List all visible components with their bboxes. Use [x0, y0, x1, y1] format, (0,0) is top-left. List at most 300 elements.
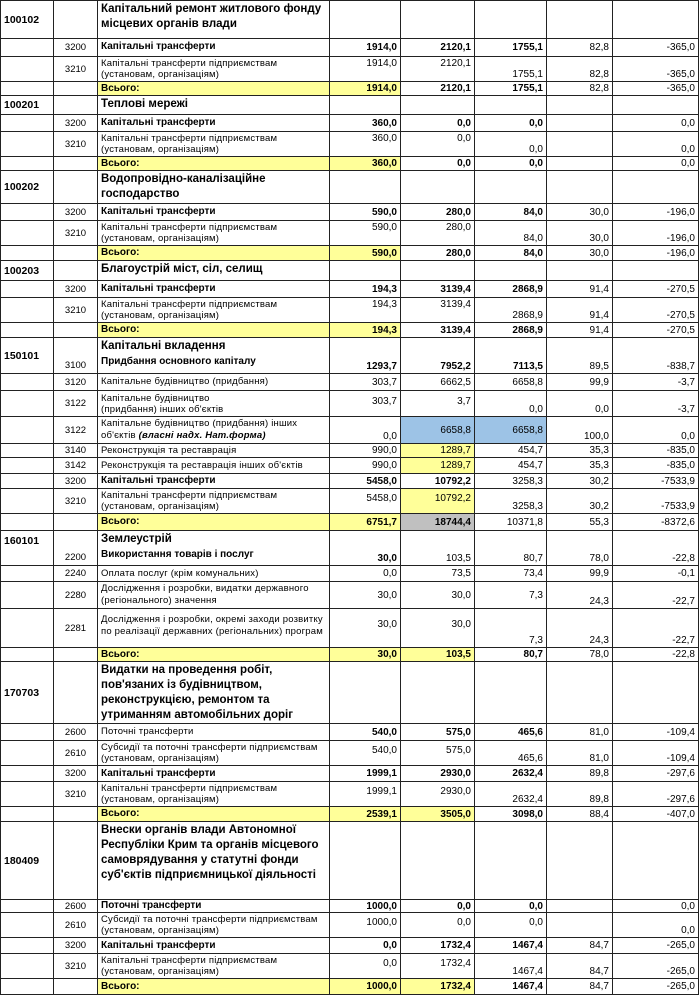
total-row	[0, 246, 699, 261]
cell-value: 2868,9	[475, 298, 547, 323]
cell-value: 7952,2	[401, 338, 475, 374]
cell-value: 80,7	[475, 531, 547, 566]
kekv-code: 3200	[54, 474, 98, 489]
cell-value: 590,0	[330, 221, 401, 246]
cell-value: 5458,0	[330, 474, 401, 489]
total-value: -365,0	[613, 82, 699, 96]
cell-value: 0,0	[475, 913, 547, 938]
cell-value: 30,2	[547, 474, 613, 489]
row-label: Поточні трансферти	[98, 724, 330, 741]
cell-value: 280,0	[401, 221, 475, 246]
table-row	[0, 582, 699, 609]
total-value: 3098,0	[475, 807, 547, 822]
cell-value: -838,7	[613, 338, 699, 374]
cell-value: 84,7	[547, 938, 613, 954]
total-value: -265,0	[613, 979, 699, 995]
cell-value: 0,0	[330, 938, 401, 954]
cell-value: 84,0	[475, 204, 547, 221]
cell-value: 1289,7	[401, 458, 475, 474]
table-row	[0, 57, 699, 82]
total-row	[0, 323, 699, 338]
table-row	[0, 444, 699, 458]
table-row	[0, 374, 699, 391]
table-row	[0, 900, 699, 913]
total-value: 1914,0	[330, 82, 401, 96]
table-row	[0, 766, 699, 782]
row-label: Капітальні трансферти	[98, 39, 330, 57]
program-title: Водопровідно-каналізаційне господарство	[98, 171, 330, 204]
cell-value: 194,3	[330, 281, 401, 298]
row-label: Поточні трансферти	[98, 900, 330, 913]
kekv-code: 2600	[54, 724, 98, 741]
cell-value: 280,0	[401, 204, 475, 221]
total-value: 84,0	[475, 246, 547, 261]
total-value: 30,0	[330, 648, 401, 662]
cell-value: 10792,2	[401, 489, 475, 514]
table-row	[0, 938, 699, 954]
total-label: Всього:	[98, 82, 330, 96]
total-label: Всього:	[98, 157, 330, 171]
row-label: Реконструкція та реставрація інших об'єктів	[98, 458, 330, 474]
cell-value: -835,0	[613, 444, 699, 458]
cell-value: 2120,1	[401, 39, 475, 57]
cell-value: -365,0	[613, 39, 699, 57]
cell-value: 0,0	[613, 900, 699, 913]
cell-value: 0,0	[330, 566, 401, 582]
program-subtitle: Використання товарів і послуг	[101, 549, 254, 560]
cell-value: 2868,9	[475, 281, 547, 298]
row-label: Субсидії та поточні трансферти підприємствам (установам, організаціям)	[98, 741, 330, 766]
row-label: Капітальні трансферти підприємствам (установам, організаціям)	[98, 221, 330, 246]
cell-value: 7,3	[475, 609, 547, 648]
total-value: 1732,4	[401, 979, 475, 995]
program-header-row	[0, 531, 699, 566]
kekv-code: 2200	[54, 531, 98, 566]
cell-value: 0,0	[613, 132, 699, 157]
total-value: 6751,7	[330, 514, 401, 531]
total-label: Всього:	[98, 648, 330, 662]
cell-value: 30,0	[547, 221, 613, 246]
cell-value: 0,0	[475, 132, 547, 157]
total-row	[0, 807, 699, 822]
cell-value: 89,8	[547, 782, 613, 807]
total-value: 18744,4	[401, 514, 475, 531]
cell-value: 103,5	[401, 531, 475, 566]
cell-value: 1467,4	[475, 954, 547, 979]
total-label: Всього:	[98, 514, 330, 531]
cell-value: -3,7	[613, 374, 699, 391]
row-label: Капітальні трансферти підприємствам (установам, організаціям)	[98, 782, 330, 807]
cell-value: -3,7	[613, 391, 699, 417]
total-value: 1755,1	[475, 82, 547, 96]
total-row	[0, 157, 699, 171]
cell-value	[547, 132, 613, 157]
program-code: 100203	[0, 261, 54, 281]
cell-value: -22,7	[613, 582, 699, 609]
table-row	[0, 132, 699, 157]
total-value: 80,7	[475, 648, 547, 662]
cell-value: 89,8	[547, 766, 613, 782]
cell-value: 0,0	[613, 115, 699, 132]
cell-value: 2632,4	[475, 766, 547, 782]
kekv-code: 3200	[54, 204, 98, 221]
row-label: Капітальне будівництво (придбання) інших об'єктів	[98, 391, 330, 417]
cell-value: 540,0	[330, 741, 401, 766]
table-row	[0, 391, 699, 417]
cell-value: 3258,3	[475, 489, 547, 514]
total-value: 1000,0	[330, 979, 401, 995]
cell-value: 30,0	[330, 582, 401, 609]
total-row	[0, 979, 699, 995]
cell-value: 6658,8	[401, 417, 475, 444]
program-title: Землеустрій	[101, 533, 172, 545]
program-title: Видатки на проведення робіт, пов'язаних із будівництвом, реконструкцією, ремонтом та утриманням автомобільних доріг	[98, 662, 330, 724]
cell-value: 1467,4	[475, 938, 547, 954]
row-label: Капітальні трансферти	[98, 474, 330, 489]
kekv-code: 3200	[54, 115, 98, 132]
cell-value: 82,8	[547, 39, 613, 57]
program-header-row	[0, 171, 699, 204]
program-code: 150101	[0, 338, 54, 374]
cell-value: 0,0	[547, 391, 613, 417]
table-row	[0, 204, 699, 221]
total-row	[0, 648, 699, 662]
program-title: Теплові мережі	[98, 96, 330, 115]
program-code: 100102	[0, 0, 54, 39]
kekv-code: 3210	[54, 782, 98, 807]
cell-value: 30,0	[547, 204, 613, 221]
kekv-code: 2600	[54, 900, 98, 913]
cell-value: 35,3	[547, 458, 613, 474]
row-label: Субсидії та поточні трансферти підприємствам (установам, організаціям)	[98, 913, 330, 938]
cell-value: -196,0	[613, 221, 699, 246]
total-value: 0,0	[475, 157, 547, 171]
kekv-code: 2240	[54, 566, 98, 582]
row-label: Капітальні трансферти	[98, 281, 330, 298]
cell-value: 303,7	[330, 374, 401, 391]
cell-value: 194,3	[330, 298, 401, 323]
cell-value: 30,0	[330, 531, 401, 566]
row-label: Капітальні трансферти	[98, 766, 330, 782]
kekv-code: 3122	[54, 417, 98, 444]
cell-value: 0,0	[330, 954, 401, 979]
cell-value: 1289,7	[401, 444, 475, 458]
cell-value: 6658,8	[475, 417, 547, 444]
cell-value: 7113,5	[475, 338, 547, 374]
cell-value: 590,0	[330, 204, 401, 221]
cell-value: -109,4	[613, 724, 699, 741]
cell-value: -297,6	[613, 782, 699, 807]
total-value: 55,3	[547, 514, 613, 531]
cell-value: 30,0	[330, 609, 401, 648]
cell-value: 575,0	[401, 724, 475, 741]
total-label: Всього:	[98, 807, 330, 822]
total-row	[0, 514, 699, 531]
table-row	[0, 609, 699, 648]
kekv-code: 3142	[54, 458, 98, 474]
row-label: Капітальні трансферти	[98, 938, 330, 954]
cell-value: 303,7	[330, 391, 401, 417]
cell-value: 360,0	[330, 115, 401, 132]
cell-value: -365,0	[613, 57, 699, 82]
total-value: -22,8	[613, 648, 699, 662]
cell-value: 0,0	[330, 417, 401, 444]
kekv-code: 3122	[54, 391, 98, 417]
cell-value: 84,7	[547, 954, 613, 979]
cell-value: 99,9	[547, 566, 613, 582]
total-value	[547, 157, 613, 171]
program-code: 100201	[0, 96, 54, 115]
total-value: 30,0	[547, 246, 613, 261]
total-value: -407,0	[613, 807, 699, 822]
cell-value: -297,6	[613, 766, 699, 782]
cell-value: 1914,0	[330, 39, 401, 57]
kekv-code: 3210	[54, 57, 98, 82]
cell-value: 0,0	[401, 900, 475, 913]
program-subtitle: Придбання основного капіталу	[101, 356, 256, 367]
kekv-code: 3140	[54, 444, 98, 458]
table-row	[0, 221, 699, 246]
cell-value: -7533,9	[613, 474, 699, 489]
cell-value: -7533,9	[613, 489, 699, 514]
cell-value: -0,1	[613, 566, 699, 582]
cell-value: 575,0	[401, 741, 475, 766]
cell-value: 100,0	[547, 417, 613, 444]
total-value: 1467,4	[475, 979, 547, 995]
total-row	[0, 82, 699, 96]
cell-value: 1755,1	[475, 39, 547, 57]
cell-value	[547, 115, 613, 132]
kekv-code: 3210	[54, 132, 98, 157]
table-row	[0, 458, 699, 474]
program-header-row	[0, 822, 699, 900]
cell-value: 81,0	[547, 724, 613, 741]
table-row	[0, 566, 699, 582]
table-row	[0, 913, 699, 938]
cell-value: 24,3	[547, 582, 613, 609]
total-label: Всього:	[98, 246, 330, 261]
total-value: 0,0	[401, 157, 475, 171]
table-row	[0, 474, 699, 489]
cell-value: 6662,5	[401, 374, 475, 391]
cell-value: 30,0	[401, 609, 475, 648]
cell-value: 3139,4	[401, 298, 475, 323]
cell-value: 1914,0	[330, 57, 401, 82]
total-value: 2539,1	[330, 807, 401, 822]
cell-value: -265,0	[613, 938, 699, 954]
cell-value: 2632,4	[475, 782, 547, 807]
row-label: Капітальні трансферти підприємствам (установам, організаціям)	[98, 132, 330, 157]
cell-value: 0,0	[613, 913, 699, 938]
cell-value: 0,0	[401, 913, 475, 938]
cell-value: 1999,1	[330, 766, 401, 782]
total-value: 3505,0	[401, 807, 475, 822]
cell-value: 0,0	[475, 900, 547, 913]
cell-value: 5458,0	[330, 489, 401, 514]
cell-value: 1000,0	[330, 900, 401, 913]
row-label: Капітальні трансферти підприємствам (установам, організаціям)	[98, 954, 330, 979]
cell-value: -196,0	[613, 204, 699, 221]
cell-value: 30,2	[547, 489, 613, 514]
program-title: Капітальні вкладення	[101, 340, 226, 352]
cell-value: 454,7	[475, 444, 547, 458]
total-value: 91,4	[547, 323, 613, 338]
cell-value: 7,3	[475, 582, 547, 609]
cell-value: -22,8	[613, 531, 699, 566]
program-title: Капітальний ремонт житлового фонду місцевих органів влади	[98, 0, 330, 39]
total-label: Всього:	[98, 979, 330, 995]
cell-value: 0,0	[613, 417, 699, 444]
cell-value: -109,4	[613, 741, 699, 766]
cell-value: 84,0	[475, 221, 547, 246]
cell-value: 1732,4	[401, 954, 475, 979]
row-label: Капітальні трансферти	[98, 115, 330, 132]
cell-value: 91,4	[547, 298, 613, 323]
table-row	[0, 782, 699, 807]
total-value: 194,3	[330, 323, 401, 338]
cell-value: 2120,1	[401, 57, 475, 82]
total-value: 280,0	[401, 246, 475, 261]
cell-value: 82,8	[547, 57, 613, 82]
row-label: Капітальне будівництво (придбання)	[98, 374, 330, 391]
cell-value: 465,6	[475, 724, 547, 741]
cell-value: 540,0	[330, 724, 401, 741]
cell-value: 24,3	[547, 609, 613, 648]
cell-value: 2930,0	[401, 766, 475, 782]
cell-value: 1999,1	[330, 782, 401, 807]
program-code: 180409	[0, 822, 54, 900]
kekv-code: 3100	[54, 338, 98, 374]
cell-value: 35,3	[547, 444, 613, 458]
cell-value: -22,7	[613, 609, 699, 648]
cell-value: 89,5	[547, 338, 613, 374]
cell-value: 30,0	[401, 582, 475, 609]
total-value: 78,0	[547, 648, 613, 662]
kekv-code: 3210	[54, 221, 98, 246]
cell-value: 360,0	[330, 132, 401, 157]
cell-value: 99,9	[547, 374, 613, 391]
total-value: 2868,9	[475, 323, 547, 338]
total-value: 103,5	[401, 648, 475, 662]
kekv-code: 3200	[54, 281, 98, 298]
kekv-code: 2610	[54, 913, 98, 938]
program-title: Благоустрій міст, сіл, селищ	[98, 261, 330, 281]
program-header-row	[0, 261, 699, 281]
total-value: 0,0	[613, 157, 699, 171]
program-header-row	[0, 338, 699, 374]
row-label: Реконструкція та реставрація	[98, 444, 330, 458]
row-label: Дослідження і розробки, видатки державного (регіонального) значення	[98, 582, 330, 609]
cell-value: 454,7	[475, 458, 547, 474]
kekv-code: 3200	[54, 938, 98, 954]
kekv-code: 3210	[54, 489, 98, 514]
table-row	[0, 281, 699, 298]
table-row	[0, 39, 699, 57]
program-code: 170703	[0, 662, 54, 724]
cell-value: -270,5	[613, 298, 699, 323]
cell-value: 73,5	[401, 566, 475, 582]
row-label: Капітальне будівництво (придбання) інших об'єктів	[101, 418, 298, 441]
row-label: Капітальні трансферти підприємствам (установам, організаціям)	[98, 57, 330, 82]
kekv-code: 2281	[54, 609, 98, 648]
cell-value: 465,6	[475, 741, 547, 766]
table-row	[0, 298, 699, 323]
kekv-code: 2280	[54, 582, 98, 609]
cell-value: 6658,8	[475, 374, 547, 391]
cell-value: 0,0	[401, 132, 475, 157]
cell-value	[547, 900, 613, 913]
total-value: 590,0	[330, 246, 401, 261]
kekv-code: 3200	[54, 39, 98, 57]
table-row	[0, 489, 699, 514]
total-value: -196,0	[613, 246, 699, 261]
program-title: Внески органів влади Автономної Республіки Крим та органів місцевого самоврядування у статутні фонди суб'єктів підприємницької діяльності	[98, 822, 330, 900]
cell-value: 3258,3	[475, 474, 547, 489]
program-header-row	[0, 96, 699, 115]
cell-value: 1732,4	[401, 938, 475, 954]
total-value: 3139,4	[401, 323, 475, 338]
table-row	[0, 115, 699, 132]
total-value: 84,7	[547, 979, 613, 995]
row-label: Капітальні трансферти	[98, 204, 330, 221]
table-row	[0, 954, 699, 979]
cell-value: 1293,7	[330, 338, 401, 374]
cell-value: -265,0	[613, 954, 699, 979]
total-label: Всього:	[98, 323, 330, 338]
cell-value: 10792,2	[401, 474, 475, 489]
cell-value: 3,7	[401, 391, 475, 417]
cell-value: 78,0	[547, 531, 613, 566]
table-row	[0, 741, 699, 766]
cell-value: 0,0	[401, 115, 475, 132]
row-label-note: (власні надх. Нат.форма)	[138, 430, 266, 441]
cell-value: 2930,0	[401, 782, 475, 807]
program-code: 160101	[0, 531, 54, 566]
cell-value: 3139,4	[401, 281, 475, 298]
program-header-row	[0, 662, 699, 724]
cell-value: 990,0	[330, 458, 401, 474]
row-label: Дослідження і розробки, окремі заходи розвитку по реалізації державних (регіональних) програм	[98, 609, 330, 648]
kekv-code: 2610	[54, 741, 98, 766]
total-value: 82,8	[547, 82, 613, 96]
program-header-row	[0, 0, 699, 39]
cell-value: 81,0	[547, 741, 613, 766]
kekv-code: 3210	[54, 954, 98, 979]
total-value: 10371,8	[475, 514, 547, 531]
total-value: 88,4	[547, 807, 613, 822]
cell-value: 73,4	[475, 566, 547, 582]
total-value: 360,0	[330, 157, 401, 171]
cell-value: 0,0	[475, 391, 547, 417]
total-value: -8372,6	[613, 514, 699, 531]
row-label: Капітальні трансферти підприємствам (установам, організаціям)	[98, 489, 330, 514]
kekv-code: 3210	[54, 298, 98, 323]
row-label: Капітальні трансферти підприємствам (установам, організаціям)	[98, 298, 330, 323]
cell-value: 0,0	[475, 115, 547, 132]
total-value: -270,5	[613, 323, 699, 338]
total-value: 2120,1	[401, 82, 475, 96]
table-row	[0, 724, 699, 741]
table-row	[0, 417, 699, 444]
program-code: 100202	[0, 171, 54, 204]
cell-value	[547, 913, 613, 938]
cell-value: 990,0	[330, 444, 401, 458]
cell-value: 1755,1	[475, 57, 547, 82]
cell-value: 91,4	[547, 281, 613, 298]
cell-value: -835,0	[613, 458, 699, 474]
cell-value: 1000,0	[330, 913, 401, 938]
cell-value: -270,5	[613, 281, 699, 298]
